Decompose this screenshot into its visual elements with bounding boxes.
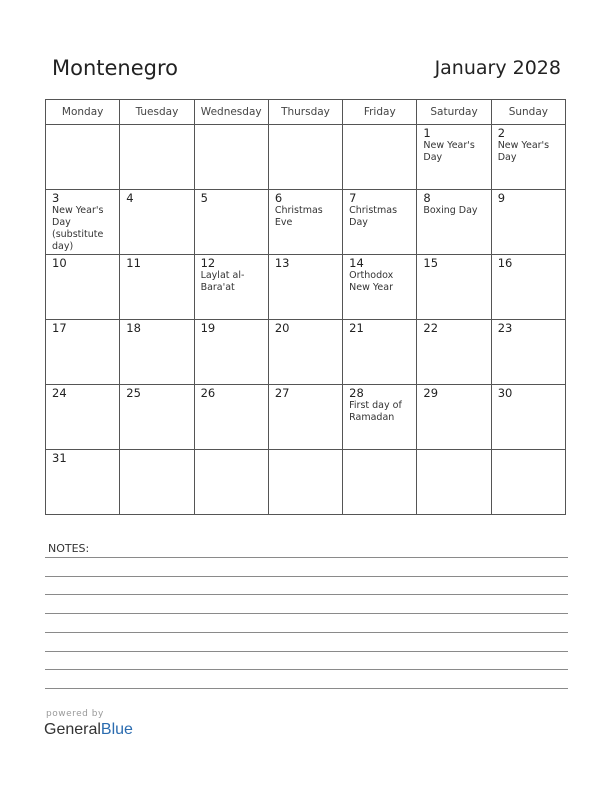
day-number: 8: [423, 191, 431, 205]
day-number: 17: [52, 321, 67, 335]
day-number: 5: [200, 191, 208, 205]
day-cell[interactable]: [268, 255, 342, 320]
day-number: 21: [349, 321, 364, 335]
day-cell[interactable]: [343, 125, 417, 190]
day-number: 19: [200, 321, 216, 335]
day-number: 12: [200, 256, 216, 270]
weekday-thursday: Thursday: [268, 100, 342, 125]
day-cell[interactable]: [491, 450, 565, 515]
day-number: 6: [274, 191, 283, 205]
holiday-label: Boxing Day: [423, 205, 478, 216]
day-cell[interactable]: [491, 190, 565, 255]
day-cell[interactable]: [417, 385, 491, 450]
holiday-label: First day of Ramadan: [349, 400, 402, 423]
day-cell[interactable]: [194, 190, 268, 255]
day-cell[interactable]: [343, 190, 417, 255]
day-number: [126, 450, 193, 452]
day-number: 26: [200, 386, 216, 400]
day-cell[interactable]: [194, 125, 268, 190]
day-cell[interactable]: [417, 255, 491, 320]
notes-line: [45, 688, 568, 689]
notes-label: NOTES:: [48, 542, 90, 555]
day-cell[interactable]: [46, 190, 120, 255]
day-number: 15: [423, 256, 439, 270]
day-number: [275, 125, 342, 127]
weekday-wednesday: Wednesday: [194, 100, 268, 125]
notes-line: [45, 594, 568, 595]
day-cell[interactable]: [194, 255, 268, 320]
day-number: 7: [349, 191, 357, 205]
day-cell[interactable]: [491, 320, 565, 385]
day-number: 18: [126, 321, 141, 335]
calendar-grid: [45, 99, 566, 515]
notes-line: [45, 557, 568, 558]
day-number: 16: [497, 256, 513, 270]
day-cell[interactable]: [417, 450, 491, 515]
day-cell[interactable]: [343, 450, 417, 515]
week-row: [46, 255, 566, 320]
day-number: 4: [126, 191, 134, 205]
day-cell[interactable]: [491, 255, 565, 320]
day-number: 25: [126, 386, 141, 400]
day-number: [423, 450, 490, 452]
week-row: [46, 125, 566, 190]
day-number: 3: [52, 191, 60, 205]
day-number: 13: [274, 256, 290, 270]
holiday-label: Christmas Eve: [274, 205, 323, 228]
day-cell[interactable]: [268, 125, 342, 190]
weekday-monday: Monday: [46, 100, 120, 125]
day-number: 20: [274, 321, 290, 335]
day-number: [201, 450, 268, 452]
day-cell[interactable]: [194, 320, 268, 385]
day-number: [275, 450, 342, 452]
weekday-tuesday: Tuesday: [120, 100, 194, 125]
day-cell[interactable]: [491, 385, 565, 450]
day-number: [201, 125, 268, 127]
holiday-label: New Year's Day: [423, 140, 475, 163]
day-number: 28: [349, 386, 364, 400]
day-cell[interactable]: [268, 385, 342, 450]
weekday-friday: Friday: [343, 100, 417, 125]
day-cell[interactable]: [46, 255, 120, 320]
day-cell[interactable]: [46, 320, 120, 385]
powered-by-text: powered by: [46, 709, 104, 719]
day-cell[interactable]: [194, 450, 268, 515]
day-cell[interactable]: [120, 450, 194, 515]
day-number: [349, 125, 416, 127]
notes-line: [45, 632, 568, 633]
day-number: 23: [497, 321, 513, 335]
day-number: 31: [52, 451, 67, 465]
week-row: [46, 385, 566, 450]
weekday-sunday: Sunday: [491, 100, 565, 125]
notes-line: [45, 669, 568, 670]
brand-logo[interactable]: [44, 721, 133, 739]
day-cell[interactable]: [120, 190, 194, 255]
day-cell[interactable]: [120, 125, 194, 190]
brand-name-part1: General: [44, 721, 101, 738]
page-title: Montenegro: [52, 56, 179, 80]
day-cell[interactable]: [46, 450, 120, 515]
notes-line: [45, 576, 568, 577]
notes-line: [45, 613, 568, 614]
day-number: 24: [52, 386, 67, 400]
day-number: 10: [52, 256, 67, 270]
holiday-label: Laylat al-Bara'at: [200, 270, 245, 293]
day-number: 2: [497, 126, 506, 140]
week-row: [46, 450, 566, 515]
day-cell[interactable]: [417, 320, 491, 385]
day-cell[interactable]: [46, 125, 120, 190]
notes-line: [45, 651, 568, 652]
day-number: 29: [423, 386, 439, 400]
week-row: [46, 320, 566, 385]
day-cell[interactable]: [268, 190, 342, 255]
day-cell[interactable]: [194, 385, 268, 450]
day-number: [126, 125, 193, 127]
day-cell[interactable]: [120, 320, 194, 385]
day-cell[interactable]: [268, 450, 342, 515]
day-cell[interactable]: [343, 255, 417, 320]
brand-name-part2: Blue: [100, 721, 133, 738]
day-number: [349, 450, 416, 452]
day-number: 11: [126, 256, 141, 270]
day-number: [498, 450, 565, 452]
day-cell[interactable]: [491, 125, 565, 190]
day-number: 14: [349, 256, 364, 270]
month-label: January 2028: [434, 57, 561, 79]
day-number: [52, 125, 119, 127]
day-number: 9: [497, 191, 506, 205]
holiday-label: Orthodox New Year: [349, 270, 394, 293]
holiday-label: Christmas Day: [349, 205, 398, 228]
day-number: 27: [274, 386, 290, 400]
holiday-label: New Year's Day (substitute day): [52, 205, 104, 252]
day-cell[interactable]: [343, 385, 417, 450]
day-number: 30: [497, 386, 513, 400]
day-cell[interactable]: [343, 320, 417, 385]
day-cell[interactable]: [120, 255, 194, 320]
day-cell[interactable]: [417, 125, 491, 190]
weekday-saturday: Saturday: [417, 100, 491, 125]
day-cell[interactable]: [268, 320, 342, 385]
holiday-label: New Year's Day: [497, 140, 550, 163]
day-cell[interactable]: [417, 190, 491, 255]
day-cell[interactable]: [120, 385, 194, 450]
weekday-header-row: [46, 100, 566, 125]
day-cell[interactable]: [46, 385, 120, 450]
week-row: [46, 190, 566, 255]
day-number: 22: [423, 321, 439, 335]
day-number: 1: [423, 126, 431, 140]
